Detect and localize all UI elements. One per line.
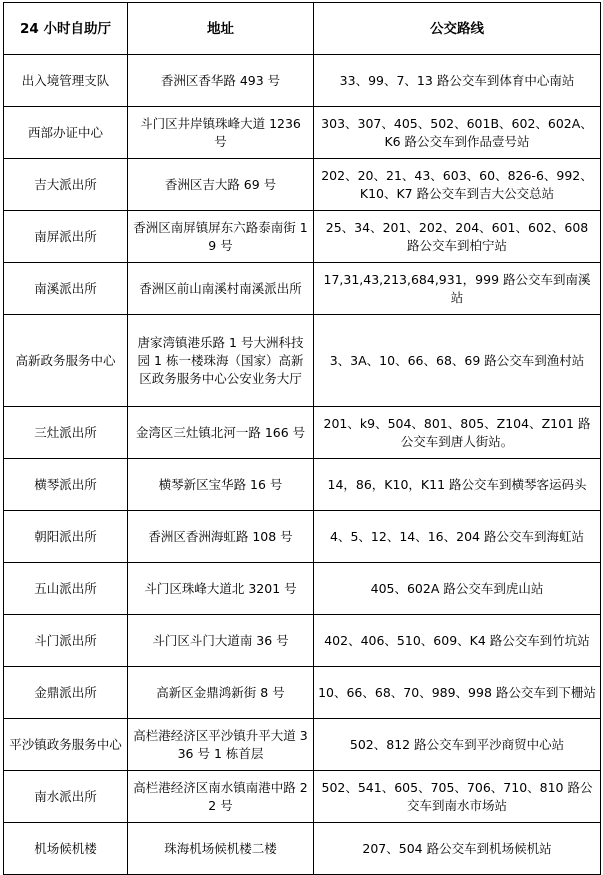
hall-name-cell: 南水派出所 xyxy=(4,771,128,823)
header-bus: 公交路线 xyxy=(314,3,601,55)
table-row xyxy=(4,107,601,159)
bus-route-cell: 201、k9、504、801、805、Z104、Z101 路公交车到唐人街站。 xyxy=(314,407,601,459)
address-cell: 金湾区三灶镇北河一路 166 号 xyxy=(128,407,314,459)
table-row xyxy=(4,771,601,823)
table-row xyxy=(4,823,601,875)
table-row xyxy=(4,315,601,407)
hall-name-cell: 机场候机楼 xyxy=(4,823,128,875)
bus-route-cell: 10、66、68、70、989、998 路公交车到下栅站 xyxy=(314,667,601,719)
table-row xyxy=(4,55,601,107)
bus-route-cell: 14，86，K10，K11 路公交车到横琴客运码头 xyxy=(314,459,601,511)
bus-route-cell: 303、307、405、502、601B、602、602A、K6 路公交车到作品壹号站 xyxy=(314,107,601,159)
address-cell: 斗门区井岸镇珠峰大道 1236 号 xyxy=(128,107,314,159)
bus-route-cell: 402、406、510、609、K4 路公交车到竹坑站 xyxy=(314,615,601,667)
service-hall-table xyxy=(3,2,601,875)
table-row xyxy=(4,719,601,771)
address-cell: 横琴新区宝华路 16 号 xyxy=(128,459,314,511)
hall-name-cell: 平沙镇政务服务中心 xyxy=(4,719,128,771)
bus-route-cell: 25、34、201、202、204、601、602、608 路公交车到柏宁站 xyxy=(314,211,601,263)
bus-route-cell: 502、541、605、705、706、710、810 路公交车到南水市场站 xyxy=(314,771,601,823)
table-row xyxy=(4,211,601,263)
address-cell: 高栏港经济区平沙镇升平大道 336 号 1 栋首层 xyxy=(128,719,314,771)
address-cell: 香洲区吉大路 69 号 xyxy=(128,159,314,211)
hall-name-cell: 出入境管理支队 xyxy=(4,55,128,107)
bus-route-cell: 202、20、21、43、603、60、826-6、992、K10、K7 路公交车到吉大公交总站 xyxy=(314,159,601,211)
table-row xyxy=(4,407,601,459)
address-cell: 斗门区珠峰大道北 3201 号 xyxy=(128,563,314,615)
hall-name-cell: 高新政务服务中心 xyxy=(4,315,128,407)
header-address: 地址 xyxy=(128,3,314,55)
address-cell: 珠海机场候机楼二楼 xyxy=(128,823,314,875)
address-cell: 高新区金鼎鸿新街 8 号 xyxy=(128,667,314,719)
address-cell: 香洲区香华路 493 号 xyxy=(128,55,314,107)
table-row xyxy=(4,615,601,667)
table-row xyxy=(4,511,601,563)
hall-name-cell: 横琴派出所 xyxy=(4,459,128,511)
bus-route-cell: 4、5、12、14、16、204 路公交车到海虹站 xyxy=(314,511,601,563)
bus-route-cell: 502、812 路公交车到平沙商贸中心站 xyxy=(314,719,601,771)
hall-name-cell: 南溪派出所 xyxy=(4,263,128,315)
table-row xyxy=(4,459,601,511)
bus-route-cell: 17,31,43,213,684,931，999 路公交车到南溪站 xyxy=(314,263,601,315)
bus-route-cell: 33、99、7、13 路公交车到体育中心南站 xyxy=(314,55,601,107)
address-cell: 高栏港经济区南水镇南港中路 22 号 xyxy=(128,771,314,823)
table-row xyxy=(4,667,601,719)
hall-name-cell: 吉大派出所 xyxy=(4,159,128,211)
hall-name-cell: 西部办证中心 xyxy=(4,107,128,159)
hall-name-cell: 三灶派出所 xyxy=(4,407,128,459)
hall-name-cell: 朝阳派出所 xyxy=(4,511,128,563)
address-cell: 香洲区南屏镇屏东六路泰南街 19 号 xyxy=(128,211,314,263)
bus-route-cell: 405、602A 路公交车到虎山站 xyxy=(314,563,601,615)
table-row xyxy=(4,159,601,211)
address-cell: 香洲区香洲海虹路 108 号 xyxy=(128,511,314,563)
address-cell: 香洲区前山南溪村南溪派出所 xyxy=(128,263,314,315)
table-row xyxy=(4,563,601,615)
bus-route-cell: 3、3A、10、66、68、69 路公交车到渔村站 xyxy=(314,315,601,407)
header-hall: 24 小时自助厅 xyxy=(4,3,128,55)
address-cell: 斗门区斗门大道南 36 号 xyxy=(128,615,314,667)
hall-name-cell: 金鼎派出所 xyxy=(4,667,128,719)
table-row xyxy=(4,263,601,315)
hall-name-cell: 南屏派出所 xyxy=(4,211,128,263)
bus-route-cell: 207、504 路公交车到机场候机站 xyxy=(314,823,601,875)
address-cell: 唐家湾镇港乐路 1 号大洲科技园 1 栋一楼珠海（国家）高新区政务服务中心公安业务大厅 xyxy=(128,315,314,407)
hall-name-cell: 斗门派出所 xyxy=(4,615,128,667)
header-row xyxy=(4,3,601,55)
hall-name-cell: 五山派出所 xyxy=(4,563,128,615)
